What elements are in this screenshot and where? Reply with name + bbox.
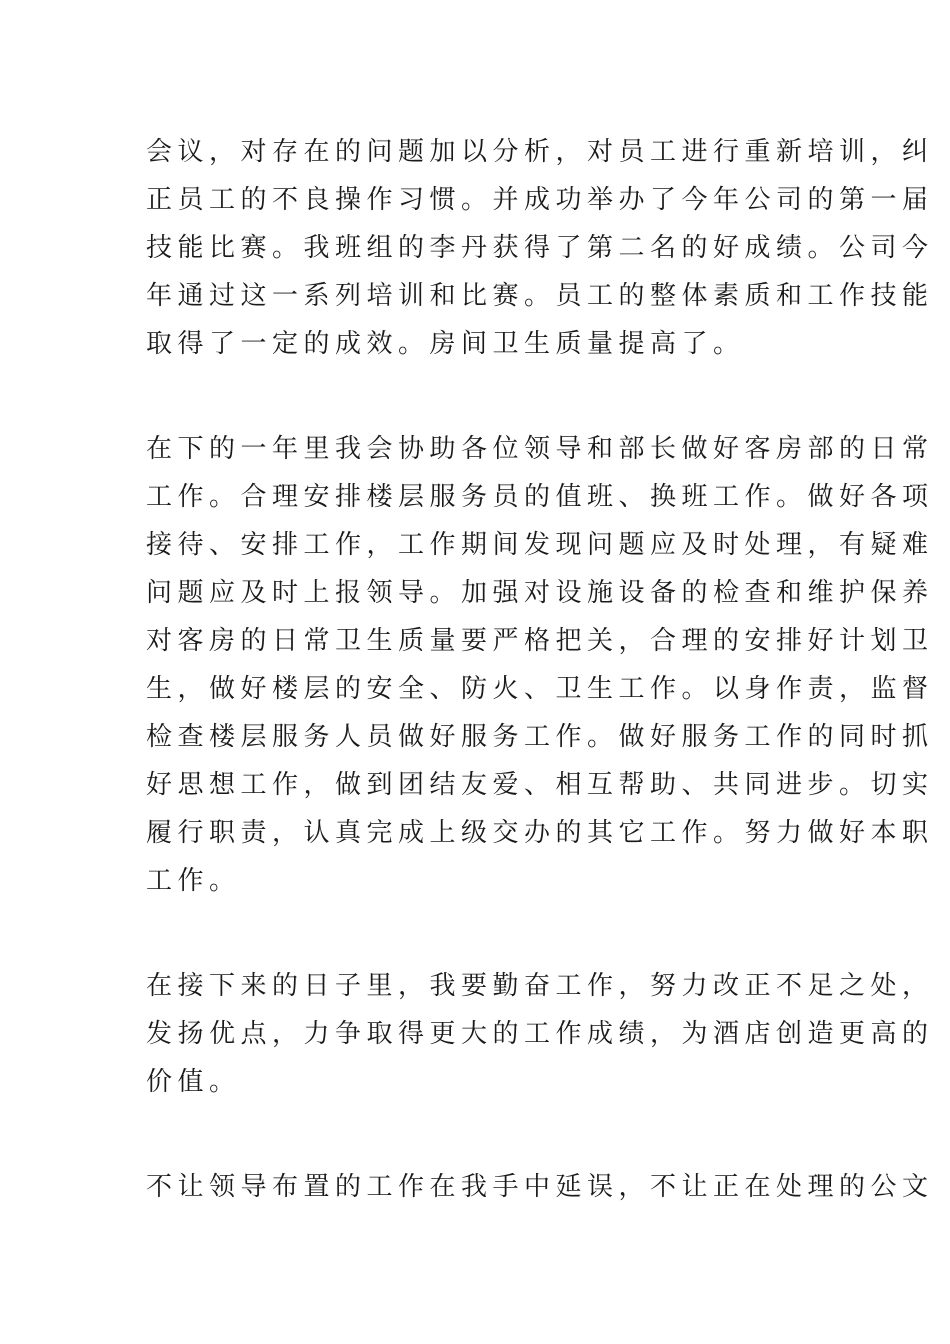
paragraph-4-line-1: 不让领导布置的工作在我手中延误，不让正在处理的公文 bbox=[146, 1172, 934, 1202]
paragraph-3-line-3: 价值。 bbox=[146, 1067, 241, 1097]
paragraph-2-line-8: 好思想工作，做到团结友爱、相互帮助、共同进步。切实 bbox=[146, 770, 934, 800]
paragraph-3-line-1: 在接下来的日子里，我要勤奋工作，努力改正不足之处， bbox=[146, 971, 934, 1001]
paragraph-2-line-1: 在下的一年里我会协助各位领导和部长做好客房部的日常 bbox=[146, 434, 934, 464]
paragraph-2-line-6: 生，做好楼层的安全、防火、卫生工作。以身作责，监督 bbox=[146, 674, 934, 704]
paragraph-1-line-3: 技能比赛。我班组的李丹获得了第二名的好成绩。公司今 bbox=[146, 233, 934, 263]
paragraph-2-line-4: 问题应及时上报领导。加强对设施设备的检查和维护保养 bbox=[146, 578, 934, 608]
paragraph-2-line-3: 接待、安排工作，工作期间发现问题应及时处理，有疑难 bbox=[146, 530, 934, 560]
paragraph-1-line-4: 年通过这一系列培训和比赛。员工的整体素质和工作技能 bbox=[146, 281, 934, 311]
paragraph-1-line-2: 正员工的不良操作习惯。并成功举办了今年公司的第一届 bbox=[146, 185, 934, 215]
paragraph-2-line-5: 对客房的日常卫生质量要严格把关，合理的安排好计划卫 bbox=[146, 626, 934, 656]
paragraph-3-line-2: 发扬优点，力争取得更大的工作成绩，为酒店创造更高的 bbox=[146, 1019, 934, 1049]
paragraph-1-line-5: 取得了一定的成效。房间卫生质量提高了。 bbox=[146, 329, 745, 359]
paragraph-2-line-10: 工作。 bbox=[146, 866, 241, 896]
paragraph-2-line-9: 履行职责，认真完成上级交办的其它工作。努力做好本职 bbox=[146, 818, 934, 848]
paragraph-2-line-2: 工作。合理安排楼层服务员的值班、换班工作。做好各项 bbox=[146, 482, 934, 512]
paragraph-2-line-7: 检查楼层服务人员做好服务工作。做好服务工作的同时抓 bbox=[146, 722, 934, 752]
paragraph-1-line-1: 会议，对存在的问题加以分析，对员工进行重新培训，纠 bbox=[146, 137, 934, 167]
